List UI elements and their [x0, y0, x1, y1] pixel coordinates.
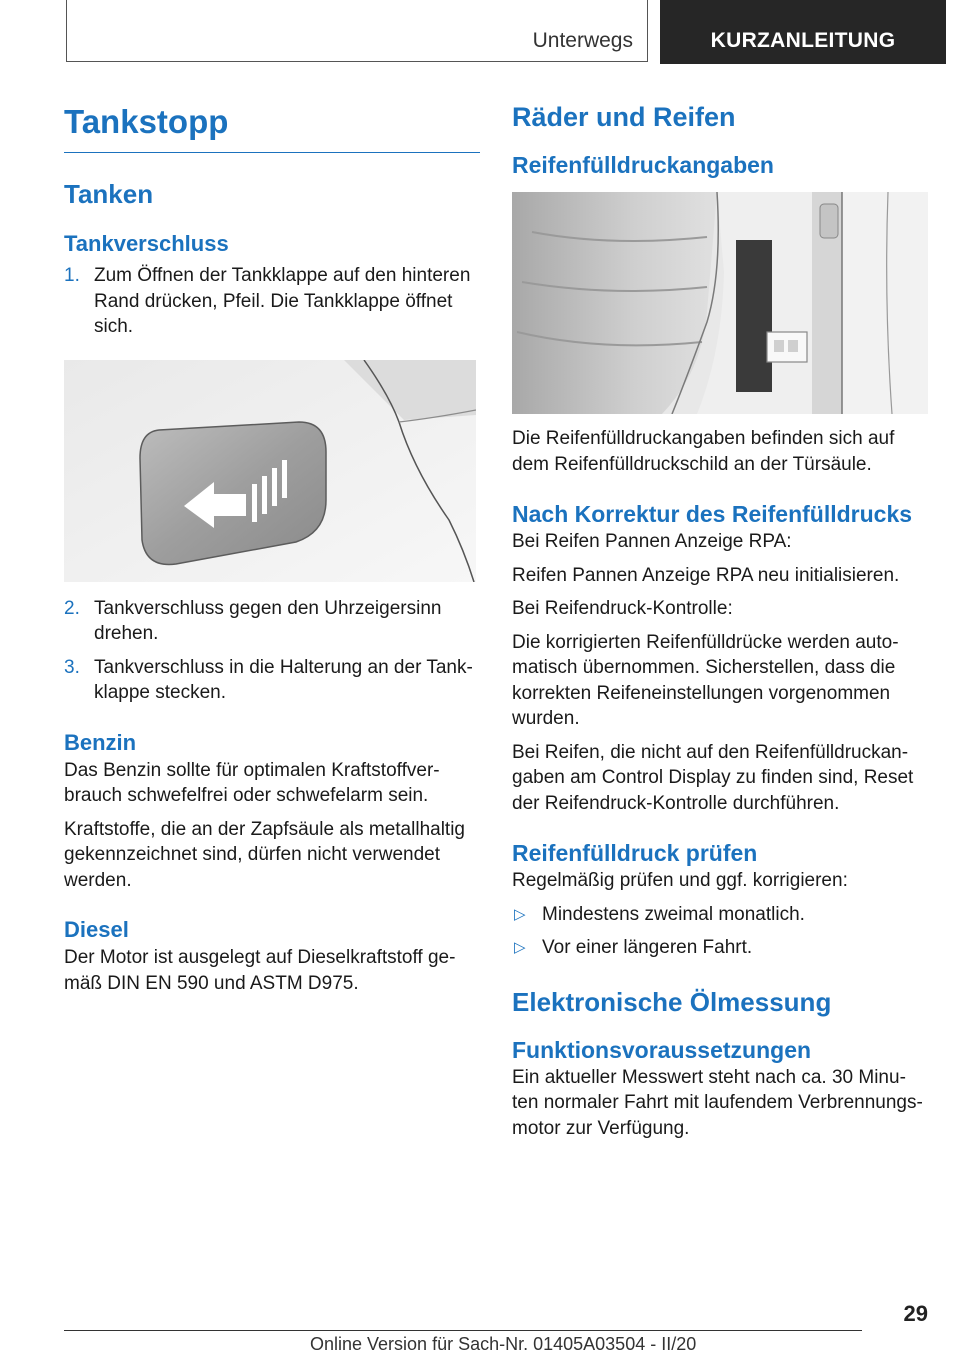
door-pillar-image: [512, 192, 928, 414]
triangle-bullet-icon: ▷: [514, 939, 526, 956]
fuel-door-image: [64, 360, 476, 582]
step-number: 2.: [64, 597, 80, 619]
step-text: Tankverschluss gegen den Uhrzeigersinn drehen.: [94, 597, 442, 644]
heading-reifenfuelldruck-pruefen: Reifenfülldruck prüfen: [512, 840, 758, 866]
step-number: 1.: [64, 265, 80, 286]
benzin-paragraph-1: Das Benzin sollte für optimalen Kraftstoffver-brauch schwefelfrei oder schwefelarm sein.: [64, 759, 440, 806]
korrektur-paragraph-1: Bei Reifen Pannen Anzeige RPA:: [512, 531, 792, 552]
header-section-tab: [66, 0, 648, 62]
korrektur-paragraph-4: Die korrigierten Reifenfülldrücke werden auto-matisch übernommen. Sicherstellen, dass die korrekten Reifeneinstellungen vorgenommen wurden.: [512, 631, 899, 729]
door-pillar-illustration: [512, 192, 928, 414]
footer-online-version: Online Version für Sach-Nr. 01405A03504 - II/20: [310, 1334, 697, 1354]
header-chapter-label: KURZANLEITUNG: [710, 29, 896, 52]
tank-steps-list: [64, 263, 480, 340]
heading-funktionsvoraussetzungen: Funktionsvoraussetzungen: [512, 1036, 812, 1063]
pruefen-bullet-list: [512, 902, 928, 961]
heading-diesel: Diesel: [64, 917, 129, 942]
header-chapter-tab: [660, 0, 946, 64]
step-number: 3.: [64, 656, 80, 678]
footer-divider: [64, 1330, 862, 1331]
list-item: [512, 902, 928, 928]
step-text: Zum Öffnen der Tankklappe auf den hinteren Rand drücken, Pfeil. Die Tankklappe öffnet sich.: [94, 265, 471, 337]
korrektur-paragraph-2: Reifen Pannen Anzeige RPA neu initialisieren.: [512, 564, 900, 586]
step-text: Tankverschluss in die Halterung an der Tank-klappe stecken.: [94, 656, 473, 703]
bullet-text: Vor einer längeren Fahrt.: [542, 937, 753, 958]
tank-steps-list-continued: [64, 596, 480, 706]
heading-elektronische-oelmessung: Elektronische Ölmessung: [512, 986, 832, 1017]
korrektur-paragraph-5: Bei Reifen, die nicht auf den Reifenfülldruckan-gaben am Control Display zu finden sind, Reset der Reifendruck-Kontrolle durchführen.: [512, 741, 914, 814]
fuel-door-illustration: [64, 360, 476, 582]
pruefen-intro: Regelmäßig prüfen und ggf. korrigieren:: [512, 870, 848, 891]
heading-raeder-und-reifen: Räder und Reifen: [512, 102, 736, 132]
list-item: [64, 263, 480, 340]
page-title-tankstopp: Tankstopp: [64, 100, 480, 153]
oel-paragraph: Ein aktueller Messwert steht nach ca. 30 Minu-ten normaler Fahrt mit laufendem Verbrennungs-motor zur Verfügung.: [512, 1066, 923, 1139]
list-item: [64, 655, 480, 706]
heading-benzin: Benzin: [64, 729, 137, 755]
page-number: 29: [903, 1301, 928, 1326]
triangle-bullet-icon: ▷: [514, 905, 526, 923]
list-item: [64, 596, 480, 647]
reifen-caption: Die Reifenfülldruckangaben befinden sich auf dem Reifenfülldruckschild an der Türsäule.: [512, 428, 895, 475]
benzin-paragraph-2: Kraftstoffe, die an der Zapfsäule als metallhaltig gekennzeichnet sind, dürfen nicht verwendet werden.: [64, 818, 465, 891]
right-column: [512, 100, 928, 1141]
heading-reifenfuelldruckangaben: Reifenfülldruckangaben: [512, 152, 774, 178]
korrektur-paragraph-3: Bei Reifendruck-Kontrolle:: [512, 598, 733, 619]
heading-nach-korrektur: Nach Korrektur des Reifenfülldrucks: [512, 501, 913, 527]
list-item: [512, 935, 928, 961]
left-column: [64, 100, 480, 996]
heading-tankverschluss: Tankverschluss: [64, 231, 229, 256]
heading-tanken: Tanken: [64, 179, 154, 209]
diesel-paragraph: Der Motor ist ausgelegt auf Dieselkraftstoff ge-mäß DIN EN 590 und ASTM D975.: [64, 947, 456, 994]
header-section-label: Unterwegs: [532, 29, 633, 52]
bullet-text: Mindestens zweimal monatlich.: [542, 903, 805, 925]
